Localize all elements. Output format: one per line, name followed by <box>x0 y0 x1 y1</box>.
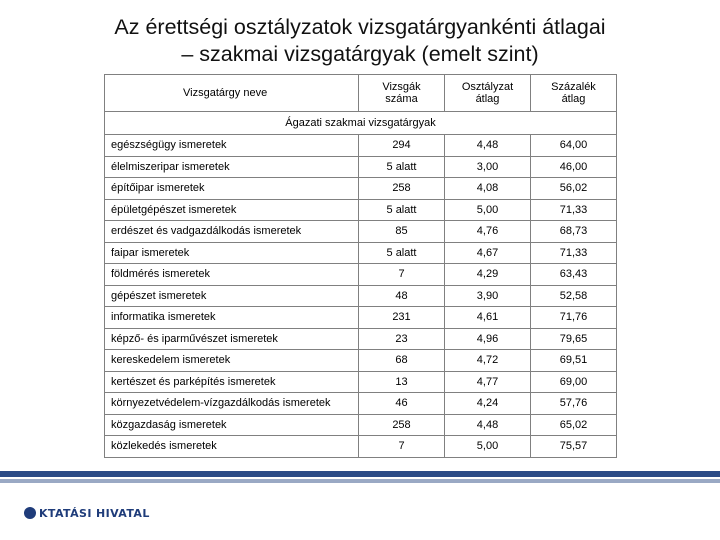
percent-average-cell: 65,02 <box>531 414 617 436</box>
exam-count-cell: 258 <box>359 178 445 200</box>
percent-average-cell: 71,33 <box>531 199 617 221</box>
table-row <box>105 371 617 393</box>
title-line-2: – szakmai vizsgatárgyak (emelt szint) <box>181 42 539 66</box>
logo-text: KTATÁSI HIVATAL <box>39 506 150 520</box>
subject-name-cell: környezetvédelem-vízgazdálkodás ismeretek <box>105 393 359 415</box>
table-row <box>105 221 617 243</box>
table-row <box>105 328 617 350</box>
circle-logo-icon <box>24 507 36 519</box>
subject-name-cell: képző- és iparművészet ismeretek <box>105 328 359 350</box>
percent-average-cell: 71,33 <box>531 242 617 264</box>
page-title <box>0 14 720 68</box>
grade-average-cell: 4,72 <box>445 350 531 372</box>
grade-average-cell: 4,67 <box>445 242 531 264</box>
grade-average-cell: 3,00 <box>445 156 531 178</box>
grade-average-cell: 4,77 <box>445 371 531 393</box>
table-row <box>105 393 617 415</box>
subject-name-cell: faipar ismeretek <box>105 242 359 264</box>
percent-average-cell: 52,58 <box>531 285 617 307</box>
title-line-1: Az érettségi osztályzatok vizsgatárgyankénti átlagai <box>114 15 606 39</box>
grade-average-cell: 4,48 <box>445 135 531 157</box>
percent-average-cell: 63,43 <box>531 264 617 286</box>
subject-name-cell: egészségügy ismeretek <box>105 135 359 157</box>
footer-bar-primary <box>0 471 720 477</box>
header-exam-count-line1: Vizsgák <box>382 81 421 93</box>
exam-count-cell: 258 <box>359 414 445 436</box>
exam-count-cell: 46 <box>359 393 445 415</box>
exam-count-cell: 5 alatt <box>359 242 445 264</box>
averages-table <box>104 74 617 458</box>
exam-count-cell: 294 <box>359 135 445 157</box>
percent-average-cell: 69,00 <box>531 371 617 393</box>
subject-name-cell: közgazdaság ismeretek <box>105 414 359 436</box>
exam-count-cell: 13 <box>359 371 445 393</box>
header-percent-average-line1: Százalék <box>551 81 596 93</box>
subject-name-cell: épületgépészet ismeretek <box>105 199 359 221</box>
section-row <box>105 112 617 135</box>
table-row <box>105 199 617 221</box>
exam-count-cell: 5 alatt <box>359 156 445 178</box>
grade-average-cell: 4,29 <box>445 264 531 286</box>
subject-name-cell: élelmiszeripar ismeretek <box>105 156 359 178</box>
grade-average-cell: 4,08 <box>445 178 531 200</box>
percent-average-cell: 69,51 <box>531 350 617 372</box>
percent-average-cell: 79,65 <box>531 328 617 350</box>
header-percent-average-line2: átlag <box>561 93 586 105</box>
table-row <box>105 436 617 458</box>
grade-average-cell: 4,76 <box>445 221 531 243</box>
percent-average-cell: 46,00 <box>531 156 617 178</box>
grade-average-cell: 4,48 <box>445 414 531 436</box>
percent-average-cell: 57,76 <box>531 393 617 415</box>
exam-count-cell: 68 <box>359 350 445 372</box>
header-exam-count <box>359 75 445 112</box>
exam-count-cell: 7 <box>359 264 445 286</box>
grade-average-cell: 4,24 <box>445 393 531 415</box>
grade-average-cell: 4,96 <box>445 328 531 350</box>
percent-average-cell: 64,00 <box>531 135 617 157</box>
header-grade-average-line1: Osztályzat <box>461 81 514 93</box>
section-title: Ágazati szakmai vizsgatárgyak <box>105 112 617 135</box>
table-row <box>105 264 617 286</box>
table-row <box>105 285 617 307</box>
subject-name-cell: földmérés ismeretek <box>105 264 359 286</box>
header-exam-count-line2: száma <box>385 93 418 105</box>
footer-bar-secondary <box>0 479 720 483</box>
header-grade-average-line2: átlag <box>475 93 500 105</box>
subject-name-cell: informatika ismeretek <box>105 307 359 329</box>
percent-average-cell: 68,73 <box>531 221 617 243</box>
subject-name-cell: kereskedelem ismeretek <box>105 350 359 372</box>
subject-name-cell: építőipar ismeretek <box>105 178 359 200</box>
exam-count-cell: 48 <box>359 285 445 307</box>
table-row <box>105 135 617 157</box>
subject-name-cell: kertészet és parképítés ismeretek <box>105 371 359 393</box>
table-row <box>105 350 617 372</box>
grade-average-cell: 4,61 <box>445 307 531 329</box>
exam-count-cell: 85 <box>359 221 445 243</box>
grade-average-cell: 5,00 <box>445 436 531 458</box>
exam-count-cell: 231 <box>359 307 445 329</box>
subject-name-cell: közlekedés ismeretek <box>105 436 359 458</box>
table-row <box>105 414 617 436</box>
percent-average-cell: 75,57 <box>531 436 617 458</box>
percent-average-cell: 56,02 <box>531 178 617 200</box>
subject-name-cell: gépészet ismeretek <box>105 285 359 307</box>
percent-average-cell: 71,76 <box>531 307 617 329</box>
exam-count-cell: 23 <box>359 328 445 350</box>
averages-table-container <box>104 74 617 458</box>
table-header-row <box>105 75 617 112</box>
header-subject-name: Vizsgatárgy neve <box>105 75 359 112</box>
table-row <box>105 156 617 178</box>
header-percent-average <box>531 75 617 112</box>
grade-average-cell: 3,90 <box>445 285 531 307</box>
header-grade-average <box>445 75 531 112</box>
grade-average-cell: 5,00 <box>445 199 531 221</box>
subject-name-cell: erdészet és vadgazdálkodás ismeretek <box>105 221 359 243</box>
table-row <box>105 242 617 264</box>
table-row <box>105 307 617 329</box>
exam-count-cell: 7 <box>359 436 445 458</box>
table-row <box>105 178 617 200</box>
table-body <box>105 112 617 458</box>
oktatasi-hivatal-logo <box>24 506 150 520</box>
exam-count-cell: 5 alatt <box>359 199 445 221</box>
